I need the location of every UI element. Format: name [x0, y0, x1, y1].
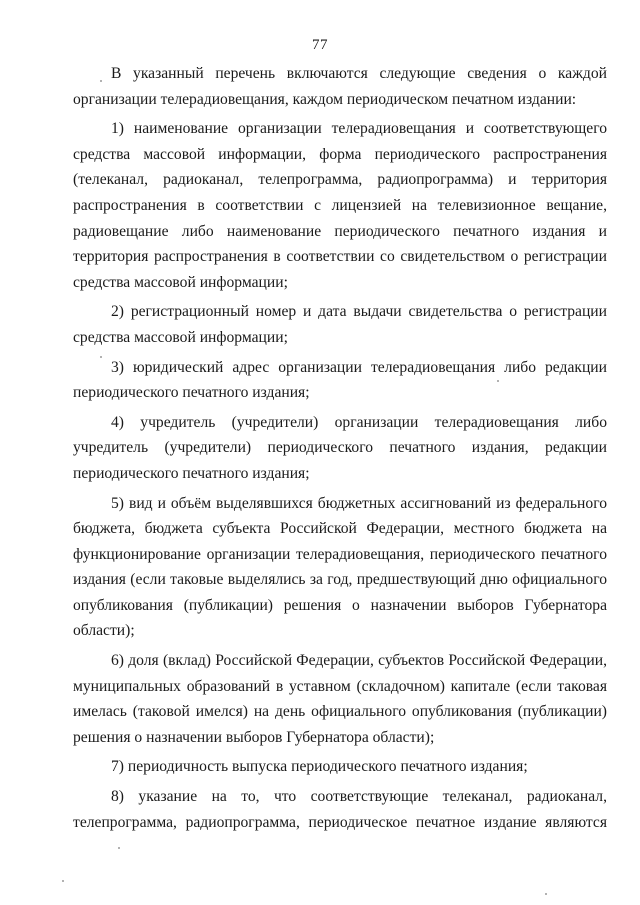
list-item-7 — [73, 754, 607, 780]
text-line: области); — [73, 622, 135, 640]
text-line: 2) регистрационный номер и дата выдачи свидетельства о регистрации — [111, 303, 607, 321]
list-item-8 — [73, 784, 607, 835]
text-line: средства массовой информации, форма периодического распространения — [73, 145, 607, 163]
list-item-3 — [73, 355, 607, 406]
text-line: 5) вид и объём выделявшихся бюджетных ассигнований из федерального — [111, 494, 607, 512]
scan-speck — [497, 380, 499, 382]
list-item-1 — [73, 116, 607, 295]
scan-speck — [118, 847, 120, 849]
text-line: издания (если таковые выделялись за год, предшествующий дню официального — [73, 571, 607, 589]
scan-speck — [100, 80, 102, 82]
text-line: 6) доля (вклад) Российской Федерации, субъектов Российской Федерации, — [111, 652, 607, 670]
document-body — [73, 61, 607, 839]
text-line: периодического печатного издания; — [73, 464, 310, 482]
text-line: опубликования (публикации) решения о назначении выборов Губернатора — [73, 596, 607, 614]
text-line: имелась (таковой имелся) на день официального опубликования (публикации) — [73, 703, 607, 721]
text-line: 7) периодичность выпуска периодического печатного издания; — [111, 758, 528, 776]
text-line: телепрограмма, радиопрограмма, периодическое печатное издание являются — [73, 813, 607, 831]
text-line: (телеканал, радиоканал, телепрограмма, радиопрограмма) и территория — [73, 171, 607, 189]
text-line: учредитель (учредители) периодического печатного издания, редакции — [73, 439, 607, 457]
text-line: организации телерадиовещания, каждом периодическом печатном издании: — [73, 90, 577, 108]
list-item-2 — [73, 299, 607, 350]
text-line: распространения в соответствии с лицензией на телевизионное вещание, — [73, 196, 607, 214]
text-line: периодического печатного издания; — [73, 384, 310, 402]
text-line: средства массовой информации; — [73, 273, 288, 291]
list-item-4 — [73, 410, 607, 487]
paragraph-intro — [73, 61, 607, 112]
scan-speck — [100, 356, 102, 358]
text-line: муниципальных образований в уставном (складочном) капитале (если таковая — [73, 677, 607, 695]
text-line: средства массовой информации; — [73, 328, 288, 346]
text-line: решения о назначении выборов Губернатора области); — [73, 728, 435, 746]
text-line: территория распространения в соответствии со свидетельством о регистрации — [73, 248, 607, 266]
list-item-5 — [73, 491, 607, 645]
list-item-6 — [73, 648, 607, 750]
text-line: 4) учредитель (учредители) организации телерадиовещания либо — [111, 413, 607, 431]
text-line: В указанный перечень включаются следующие сведения о каждой — [111, 65, 607, 82]
text-line: бюджета, бюджета субъекта Российской Федерации, местного бюджета на — [73, 520, 607, 538]
text-line: радиовещание либо наименование периодического печатного издания и — [73, 222, 607, 240]
scan-speck — [62, 880, 64, 882]
text-line: 1) наименование организации телерадиовещания и соответствующего — [111, 120, 607, 138]
page-number: 77 — [312, 37, 328, 53]
text-line: 8) указание на то, что соответствующие телеканал, радиоканал, — [111, 788, 607, 806]
text-line: функционирование организации телерадиовещания, периодического печатного — [73, 545, 607, 563]
scan-speck — [545, 893, 547, 895]
text-line: 3) юридический адрес организации телерадиовещания либо редакции — [111, 358, 607, 376]
